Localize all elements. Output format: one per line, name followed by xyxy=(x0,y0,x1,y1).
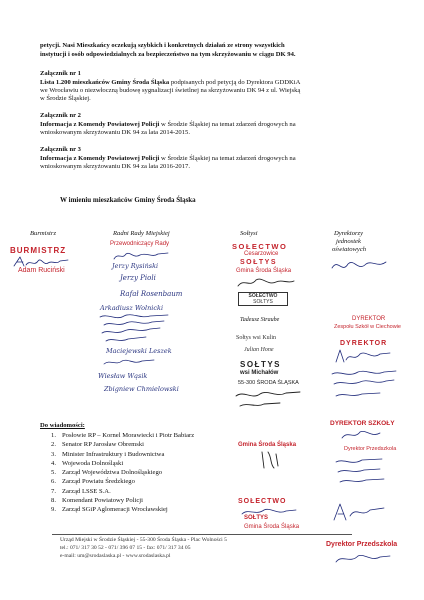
dyrektor-signature-6-icon xyxy=(330,502,390,524)
soltectwo-stamp-2 xyxy=(238,292,288,306)
burmistrz-stamp-title: BURMISTRZ xyxy=(10,246,67,255)
notices-list xyxy=(40,431,194,515)
intro-line-2: instytucji i osób odpowiedzialnych za bezpieczeństwo na tym skrzyżowaniu w ciągu DK 94. xyxy=(40,51,296,58)
attachment-2-line-1 xyxy=(40,121,296,129)
soltys-stamp-1: SOŁTYS xyxy=(240,259,278,266)
soltys-kulin-stamp: Sołtys wsi Kulin xyxy=(236,335,277,341)
soltys-stamp-4: SOŁTYS xyxy=(244,515,269,521)
dyrektor-signature-2-icon xyxy=(334,348,394,366)
dyrektor-signature-7-icon xyxy=(334,552,394,566)
attachment-2-title: Załącznik nr 2 xyxy=(40,112,81,119)
cesarzowice-stamp: Cesarzowice xyxy=(244,251,279,257)
attachment-3-line-1 xyxy=(40,155,296,163)
soltys-name-stamp: Tadeusz Straube xyxy=(240,317,280,323)
list-item: 8. Komendant Powiatowy Policji xyxy=(51,497,143,505)
intro-line-1: petycji. Nasi Mieszkańcy oczekują szybkich i konkretnych działań ze strony wszystkich xyxy=(40,42,285,49)
sroda-stamp-3: Gmina Środa Śląska xyxy=(244,524,300,530)
footer-address: Urząd Miejski w Środzie Śląskiej - 55-300 Środa Śląska - Plac Wolności 5 xyxy=(60,537,227,543)
list-item: 3. Minister Infrastruktury i Budownictwa xyxy=(51,450,165,458)
column-dyrektorzy-2: jednostek xyxy=(336,238,361,245)
soltys-signature-3-icon xyxy=(258,450,288,470)
przewodniczacy-stamp: Przewodniczący Rady xyxy=(110,241,170,247)
attachment-3-rest: w Środzie Śląskiej na temat zdarzeń drogowych na xyxy=(159,155,296,162)
column-burmistrz: Burmistrz xyxy=(30,230,57,237)
attachment-3-line-2: wnioskowanym skrzyżowaniu DK 94 za lata 2016-2017. xyxy=(40,163,190,170)
dyrektor-szkoly-stamp: DYREKTOR SZKOŁY xyxy=(330,420,395,427)
radny-name-5: Maciejewski Leszek xyxy=(106,347,172,355)
attachment-2-line-2: wnioskowanym skrzyżowaniu DK 94 za lata 2014-2015. xyxy=(40,129,190,136)
soltys-stamp-3: SOŁTYS xyxy=(240,360,282,369)
dyrektor-signature-1-icon xyxy=(330,256,390,278)
attachment-1-bold: Lista 1.200 mieszkańców Gminy Środa Śląska xyxy=(40,79,170,86)
soltectwo-stamp-1: SOŁECTWO xyxy=(232,242,288,251)
footer-divider xyxy=(52,534,352,535)
soltys-signature-2-icon xyxy=(234,388,304,410)
soltectwo-stamp-2-sub: SOŁTYS xyxy=(253,299,273,305)
sroda-address-stamp-1: 55-300 ŚRODA ŚLĄSKA xyxy=(238,380,299,386)
list-item: 7. Zarząd LSSE S.A. xyxy=(51,487,111,495)
list-item: 5. Zarząd Województwa Dolnośląskiego xyxy=(51,469,163,477)
column-radni: Radni Rady Miejskiej xyxy=(113,230,170,237)
soltectwo-stamp-3: SOŁECTWO xyxy=(238,498,287,505)
list-item: 4. Wojewoda Dolnośląski xyxy=(51,459,124,467)
gmina-sroda-stamp-2: Gmina Środa Śląska xyxy=(238,442,297,448)
radny-name-3: Rafał Rosenbaum xyxy=(120,290,183,298)
signoff-heading: W imieniu mieszkańców Gminy Środa Śląska xyxy=(60,196,196,204)
soltys-signature-1-icon xyxy=(236,276,296,290)
burmistrz-stamp-name: Adam Ruciński xyxy=(18,267,65,274)
attachment-2-rest: w Środzie Śląskiej na temat zdarzeń drogowych na xyxy=(159,121,296,128)
attachment-1-rest: podpisanych pod petycją do Dyrektora GDDKiA xyxy=(169,79,301,86)
column-dyrektorzy-3: oświatowych xyxy=(332,246,367,253)
radny-signature-6-icon xyxy=(102,357,162,367)
soltys-signature-4-icon xyxy=(240,506,300,518)
attachment-1-line-1 xyxy=(40,79,300,87)
julian-stamp: Julian Hone xyxy=(244,347,274,353)
footer-email: e-mail: um@srodaslaska.pl - www.srodaslaska.pl xyxy=(60,553,171,559)
zespol-stamp: Zespołu Szkół w Ciechowie xyxy=(334,324,401,330)
radny-name-4: Arkadiusz Wolnicki xyxy=(100,304,164,312)
column-soltysi: Sołtysi xyxy=(240,230,258,237)
dyrektor-przedszkola-stamp-1: Dyrektor Przedszkola xyxy=(344,446,397,452)
michalow-stamp: wsi Michałów xyxy=(240,370,279,376)
list-item: 9. Zarząd SGiP Aglomeracji Wrocławskiej xyxy=(51,506,168,514)
column-dyrektorzy-1: Dyrektorzy xyxy=(334,230,364,237)
radny-name-6: Wiesław Wąsik xyxy=(98,372,148,380)
notices-title: Do wiadomości: xyxy=(40,422,85,429)
footer-phone: tel.: 071/ 317 30 52 - 071/ 396 07 15 - fax: 071/ 317 34 05 xyxy=(60,545,191,551)
radny-name-7: Zbigniew Chmielowski xyxy=(104,385,179,393)
list-item: 1. Posłowie RP – Kornel Morawiecki i Piotr Babiarz xyxy=(51,432,195,439)
attachment-1-line-2: we Wrocławiu o niezwłoczną budowę sygnalizacji świetlnej na skrzyżowaniu DK 94 z ul. Wiejską xyxy=(40,87,301,94)
dyrektor-signature-5-icon xyxy=(334,456,394,486)
attachment-3-bold: Informacja z Komendy Powiatowej Policji xyxy=(40,155,160,162)
soltectwo-stamp-2-title: SOŁECTWO xyxy=(248,293,278,299)
attachment-2-bold: Informacja z Komendy Powiatowej Policji xyxy=(40,121,160,128)
dyrektor-stamp-2: DYREKTOR xyxy=(340,340,388,347)
attachment-3-title: Załącznik nr 3 xyxy=(40,146,81,153)
list-item: 2. Senator RP Jarosław Obremski xyxy=(51,441,144,449)
radny-name-1: Jerzy Rysiński xyxy=(112,262,159,270)
gmina-sroda-stamp-1: Gmina Środa Śląska xyxy=(236,268,292,274)
radny-name-2: Jerzy Pioli xyxy=(120,274,156,282)
dyrektor-stamp-1: DYREKTOR xyxy=(352,316,386,322)
attachment-1-title: Załącznik nr 1 xyxy=(40,70,81,77)
radny-signature-scribbles-icon xyxy=(98,313,178,347)
dyrektor-przedszkola-stamp-2: Dyrektor Przedszkola xyxy=(326,541,398,548)
radny-signature-1-icon xyxy=(112,250,172,262)
dyrektor-signature-4-icon xyxy=(340,428,390,442)
attachment-1-line-3: w Środzie Śląskiej. xyxy=(40,95,91,102)
list-item: 6. Zarząd Powiatu Średzkiego xyxy=(51,478,135,486)
dyrektor-signature-3-icon xyxy=(330,368,400,408)
